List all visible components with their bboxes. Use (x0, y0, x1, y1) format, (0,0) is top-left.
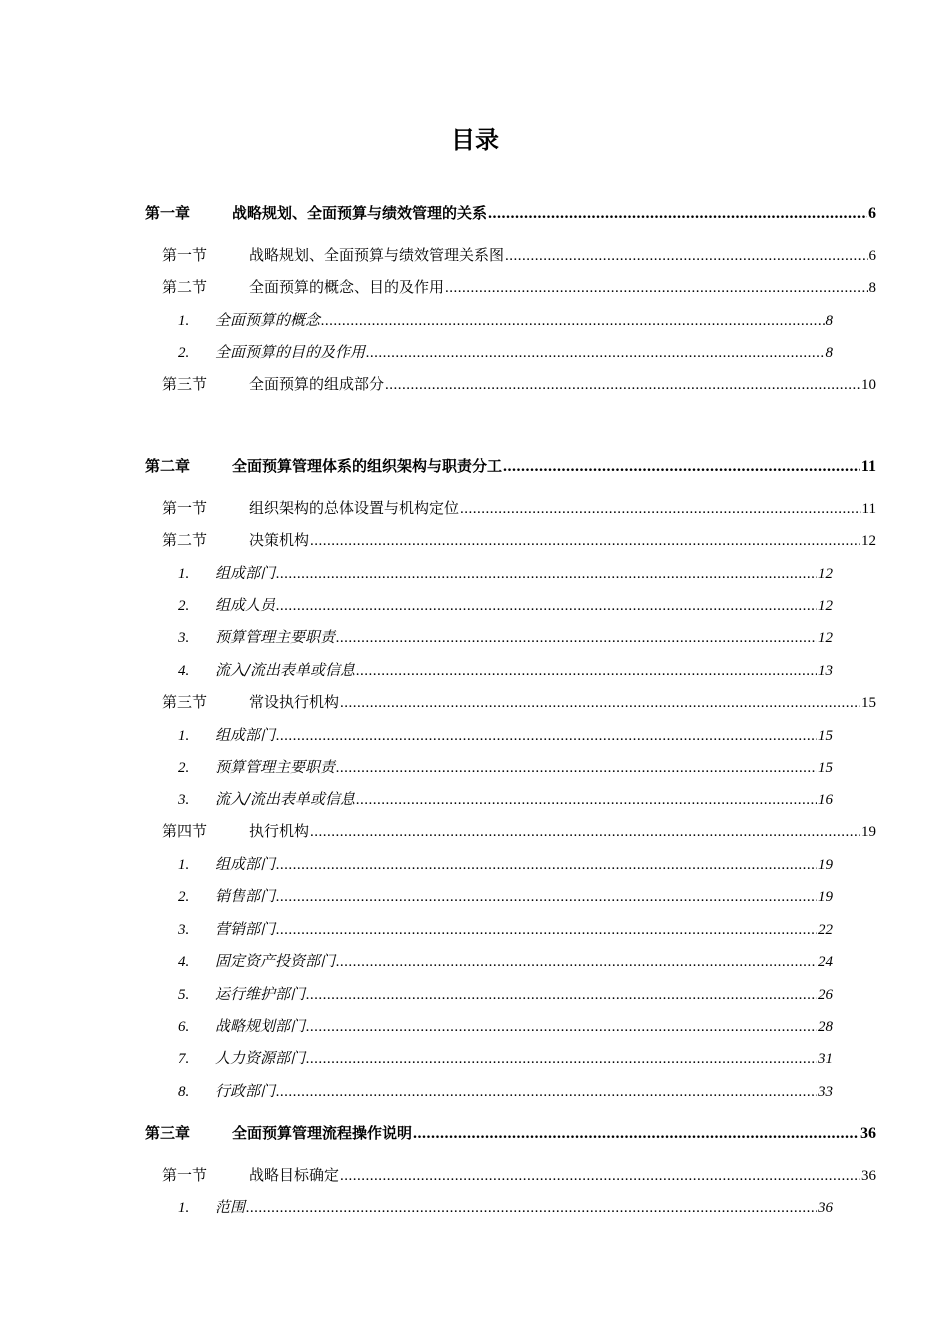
toc-entry-number: 1. (178, 566, 190, 582)
toc-entry-number: 1. (178, 728, 190, 744)
toc-entry-number: 第三章 (145, 1124, 191, 1142)
dot-leader (306, 1016, 817, 1038)
toc-entry-chapter[interactable] (145, 455, 876, 478)
dot-leader (488, 203, 867, 225)
toc-entry-title: 决策机构 (249, 531, 310, 549)
toc-entry-item[interactable] (178, 756, 833, 779)
dot-leader (276, 1081, 817, 1103)
toc-entry-item[interactable] (178, 950, 833, 973)
dot-leader (276, 886, 817, 908)
toc-entry-page-number: 12 (818, 630, 833, 646)
toc-entry-title: 范围 (215, 1198, 246, 1216)
toc-entry-title: 常设执行机构 (249, 693, 340, 711)
toc-entry-page-number: 6 (868, 248, 876, 264)
toc-entry-page-number: 13 (818, 663, 833, 679)
toc-entry-item[interactable] (178, 626, 833, 649)
dot-leader (246, 1197, 817, 1219)
dot-leader (306, 984, 817, 1006)
toc-entry-number: 1. (178, 1200, 190, 1216)
toc-entry-number: 第三节 (162, 375, 208, 393)
toc-entry-item[interactable] (178, 309, 833, 332)
dot-leader (336, 757, 817, 779)
toc-entry-page-number: 26 (818, 987, 833, 1003)
toc-entry-title: 全面预算管理流程操作说明 (232, 1124, 413, 1142)
toc-entry-item[interactable] (178, 788, 833, 811)
dot-leader (505, 245, 867, 267)
dot-leader (276, 725, 817, 747)
toc-entry-page-number: 19 (818, 889, 833, 905)
toc-entry-title: 全面预算的概念、目的及作用 (249, 278, 445, 296)
toc-entry-title: 人力资源部门 (215, 1049, 306, 1067)
toc-entry-title: 预算管理主要职责 (215, 758, 336, 776)
toc-entry-section[interactable] (162, 529, 876, 552)
toc-entry-title: 组织架构的总体设置与机构定位 (249, 499, 460, 517)
toc-entry-section[interactable] (162, 1164, 876, 1187)
toc-entry-title: 行政部门 (215, 1082, 276, 1100)
toc-entry-number: 1. (178, 857, 190, 873)
toc-entry-section[interactable] (162, 691, 876, 714)
toc-entry-item[interactable] (178, 885, 833, 908)
toc-entry-number: 第二节 (162, 278, 208, 296)
toc-entry-number: 第一节 (162, 246, 208, 264)
dot-leader (310, 530, 860, 552)
toc-entry-title: 战略规划、全面预算与绩效管理的关系 (232, 204, 488, 222)
toc-entry-title: 全面预算的概念 (215, 311, 321, 329)
toc-entry-page-number: 36 (860, 1125, 876, 1142)
toc-entry-title: 营销部门 (215, 920, 276, 938)
toc-entry-number: 2. (178, 598, 190, 614)
toc-entry-section[interactable] (162, 244, 876, 267)
toc-entry-title: 销售部门 (215, 887, 276, 905)
toc-entry-number: 5. (178, 987, 190, 1003)
toc-entry-number: 8. (178, 1084, 190, 1100)
toc-entry-section[interactable] (162, 373, 876, 396)
toc-entry-page-number: 8 (825, 345, 833, 361)
dot-leader (321, 310, 824, 332)
dot-leader (340, 692, 860, 714)
toc-entry-title: 执行机构 (249, 822, 310, 840)
dot-leader (276, 563, 817, 585)
dot-leader (460, 498, 861, 520)
toc-entry-page-number: 16 (818, 792, 833, 808)
toc-entry-title: 预算管理主要职责 (215, 628, 336, 646)
dot-leader (385, 374, 860, 396)
toc-entry-page-number: 15 (818, 728, 833, 744)
toc-entry-page-number: 24 (818, 954, 833, 970)
toc-entry-item[interactable] (178, 853, 833, 876)
toc-entry-number: 3. (178, 792, 190, 808)
toc-entry-number: 2. (178, 889, 190, 905)
toc-entry-title: 组成部门 (215, 564, 276, 582)
toc-entry-section[interactable] (162, 820, 876, 843)
toc-entry-title: 全面预算的目的及作用 (215, 343, 366, 361)
dot-leader (336, 951, 817, 973)
toc-entry-number: 第三节 (162, 693, 208, 711)
toc-entry-number: 3. (178, 630, 190, 646)
toc-entry-item[interactable] (178, 1080, 833, 1103)
toc-entry-number: 3. (178, 922, 190, 938)
toc-entry-page-number: 36 (861, 1168, 876, 1184)
toc-entry-page-number: 12 (818, 566, 833, 582)
toc-entry-page-number: 28 (818, 1019, 833, 1035)
toc-entry-page-number: 12 (818, 598, 833, 614)
toc-entry-page-number: 11 (861, 501, 876, 517)
dot-leader (356, 660, 817, 682)
toc-entry-page-number: 11 (860, 458, 876, 475)
toc-entry-title: 流入/流出表单或信息 (215, 790, 356, 808)
toc-entry-page-number: 19 (818, 857, 833, 873)
dot-leader (306, 1048, 817, 1070)
dot-leader (276, 854, 817, 876)
toc-entry-page-number: 10 (861, 377, 876, 393)
toc-entry-section[interactable] (162, 276, 876, 299)
toc-entry-number: 第二章 (145, 457, 191, 475)
toc-entry-title: 固定资产投资部门 (215, 952, 336, 970)
toc-entry-title: 战略目标确定 (249, 1166, 340, 1184)
toc-entry-page-number: 15 (818, 760, 833, 776)
toc-entry-item[interactable] (178, 983, 833, 1006)
toc-entry-item[interactable] (178, 594, 833, 617)
toc-entry-number: 4. (178, 663, 190, 679)
dot-leader (503, 456, 860, 478)
toc-entry-title: 流入/流出表单或信息 (215, 661, 356, 679)
toc-entry-number: 1. (178, 313, 190, 329)
toc-entry-number: 4. (178, 954, 190, 970)
dot-leader (413, 1123, 859, 1145)
toc-entry-chapter[interactable] (145, 1122, 876, 1145)
toc-entry-item[interactable] (178, 562, 833, 585)
toc-entry-chapter[interactable] (145, 202, 876, 225)
toc-entry-title: 运行维护部门 (215, 985, 306, 1003)
toc-entry-page-number: 31 (818, 1051, 833, 1067)
toc-entry-title: 组成部门 (215, 726, 276, 744)
toc-entry-title: 组成部门 (215, 855, 276, 873)
toc-entry-item[interactable] (178, 724, 833, 747)
toc-entry-number: 6. (178, 1019, 190, 1035)
page-title: 目录 (451, 126, 499, 154)
toc-entry-number: 第二节 (162, 531, 208, 549)
toc-entry-page-number: 33 (818, 1084, 833, 1100)
toc-entry-number: 第一章 (145, 204, 191, 222)
toc-entry-number: 2. (178, 760, 190, 776)
toc-entry-section[interactable] (162, 497, 876, 520)
toc-entry-number: 第一节 (162, 1166, 208, 1184)
toc-entry-page-number: 36 (818, 1200, 833, 1216)
dot-leader (336, 627, 817, 649)
toc-entry-number: 2. (178, 345, 190, 361)
toc-entry-number: 第四节 (162, 822, 208, 840)
toc-entry-page-number: 15 (861, 695, 876, 711)
toc-entry-page-number: 12 (861, 533, 876, 549)
dot-leader (276, 595, 817, 617)
toc-entry-title: 战略规划部门 (215, 1017, 306, 1035)
toc-entry-number: 7. (178, 1051, 190, 1067)
dot-leader (340, 1165, 860, 1187)
toc-entry-title: 战略规划、全面预算与绩效管理关系图 (249, 246, 505, 264)
toc-entry-page-number: 19 (861, 824, 876, 840)
toc-entry-page-number: 8 (868, 280, 876, 296)
dot-leader (356, 789, 817, 811)
toc-entry-title: 全面预算管理体系的组织架构与职责分工 (232, 457, 503, 475)
dot-leader (445, 277, 867, 299)
toc-entry-page-number: 8 (825, 313, 833, 329)
toc-entry-page-number: 22 (818, 922, 833, 938)
dot-leader (310, 821, 860, 843)
toc-entry-title: 组成人员 (215, 596, 276, 614)
dot-leader (366, 342, 824, 364)
toc-entry-item[interactable] (178, 918, 833, 941)
toc-entry-item[interactable] (178, 341, 833, 364)
toc-entry-item[interactable] (178, 659, 833, 682)
toc-entry-item[interactable] (178, 1047, 833, 1070)
toc-entry-number: 第一节 (162, 499, 208, 517)
toc-entry-item[interactable] (178, 1196, 833, 1219)
toc-entry-page-number: 6 (868, 205, 876, 222)
toc-entry-item[interactable] (178, 1015, 833, 1038)
dot-leader (276, 919, 817, 941)
toc-entry-title: 全面预算的组成部分 (249, 375, 385, 393)
